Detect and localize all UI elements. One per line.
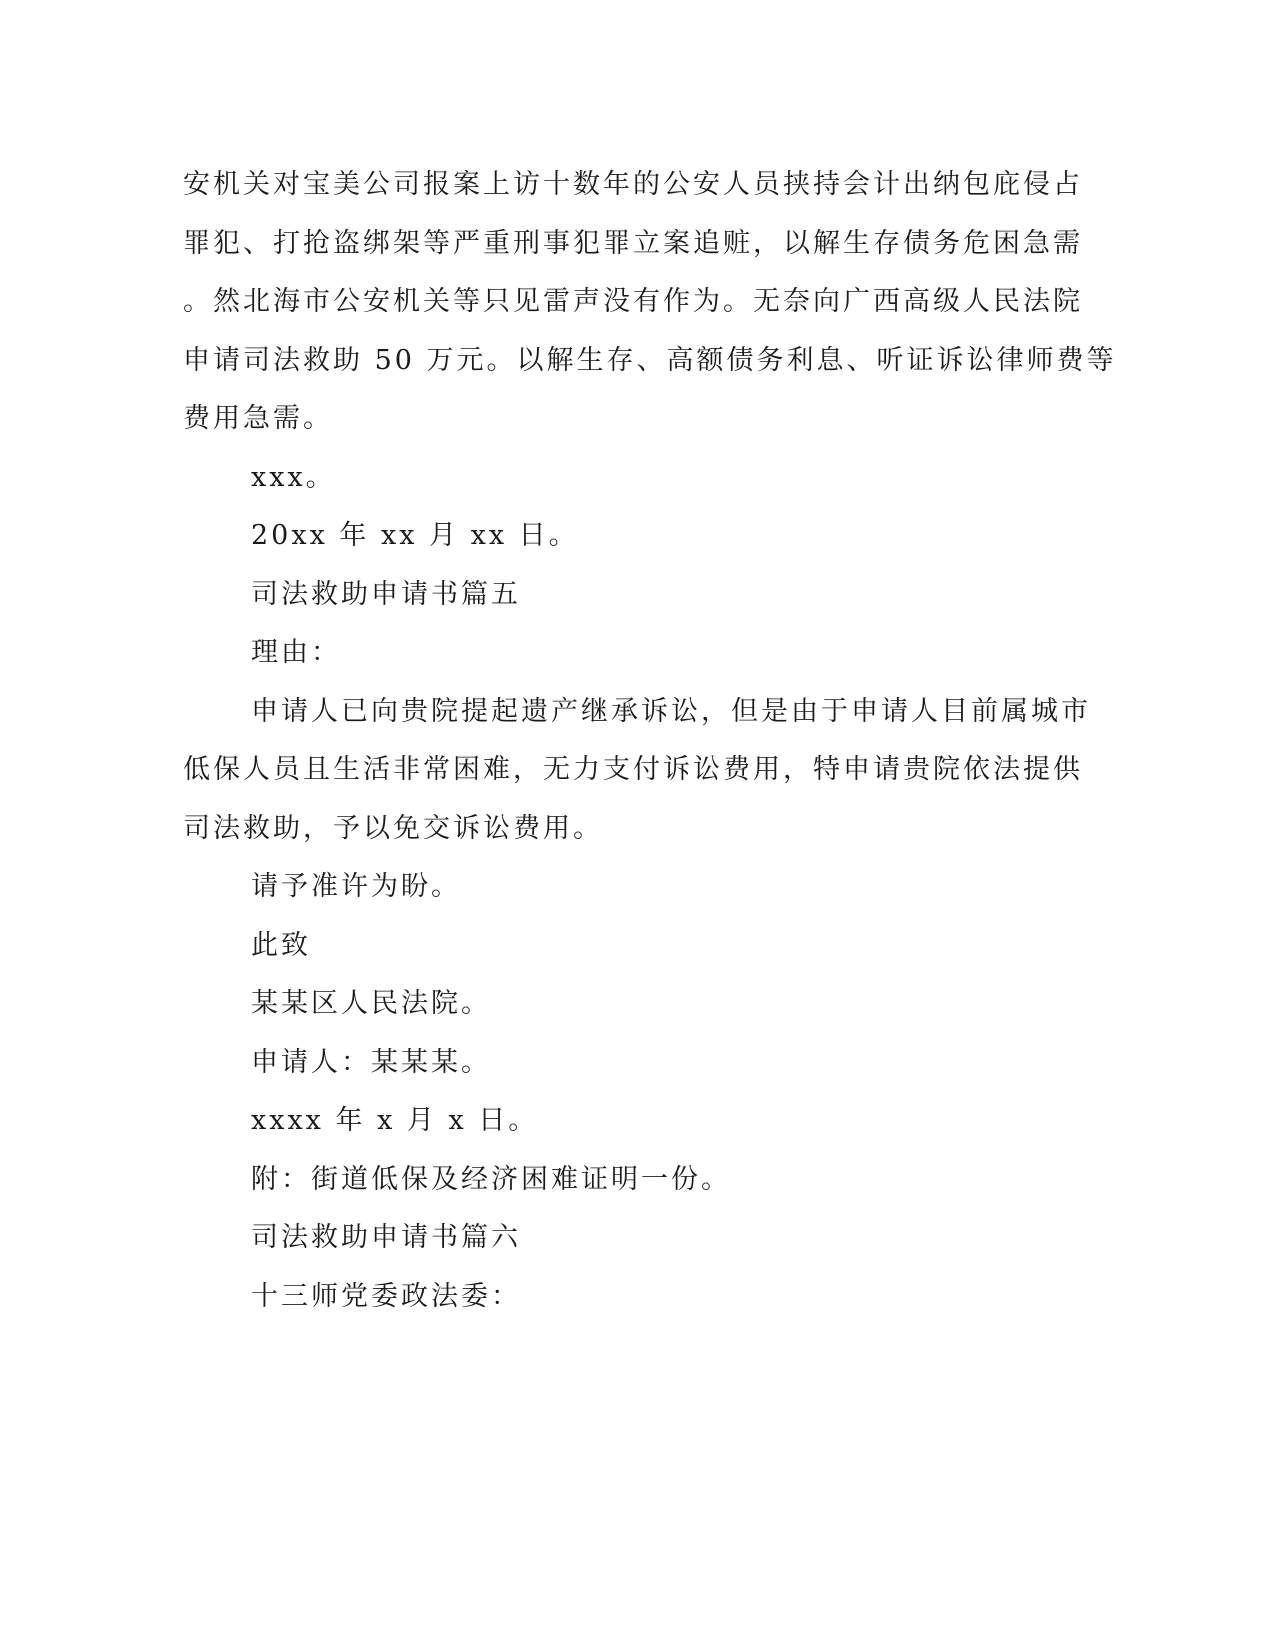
application-date: xxxx 年 x 月 x 日。 [251, 1105, 539, 1136]
section-heading: 司法救助申请书篇五 [251, 578, 521, 610]
paragraph-line: 司法救助，予以免交诉讼费用。 [183, 812, 603, 844]
signature-name: xxx。 [251, 461, 336, 493]
paragraph-line: 安机关对宝美公司报案上访十数年的公安人员挟持会计出纳包庇侵占 [183, 169, 1083, 200]
signature-date: 20xx 年 xx 月 xx 日。 [251, 520, 579, 551]
addressee: 十三师党委政法委： [251, 1280, 521, 1312]
recipient: 某某区人民法院。 [251, 988, 491, 1019]
paragraph-line: 申请人已向贵院提起遗产继承诉讼，但是由于申请人目前属城市 [251, 695, 1091, 727]
document-body [183, 156, 1117, 1326]
applicant: 申请人：某某某。 [251, 1046, 491, 1078]
salutation: 此致 [251, 929, 311, 961]
paragraph-line: 罪犯、打抢盗绑架等严重刑事犯罪立案追赃，以解生存债务危困急需 [183, 227, 1083, 259]
attachment-note: 附：街道低保及经济困难证明一份。 [251, 1163, 731, 1195]
section-heading: 司法救助申请书篇六 [251, 1222, 521, 1253]
paragraph-line: 。然北海市公安机关等只见雷声没有作为。无奈向广西高级人民法院 [183, 286, 1083, 317]
paragraph-line: 费用急需。 [183, 403, 333, 434]
paragraph-line: 低保人员且生活非常困难，无力支付诉讼费用，特申请贵院依法提供 [183, 754, 1083, 785]
closing-request: 请予准许为盼。 [251, 871, 461, 902]
paragraph-line: 申请司法救助 50 万元。以解生存、高额债务利息、听证诉讼律师费等 [183, 344, 1117, 376]
reason-label: 理由： [251, 637, 341, 668]
